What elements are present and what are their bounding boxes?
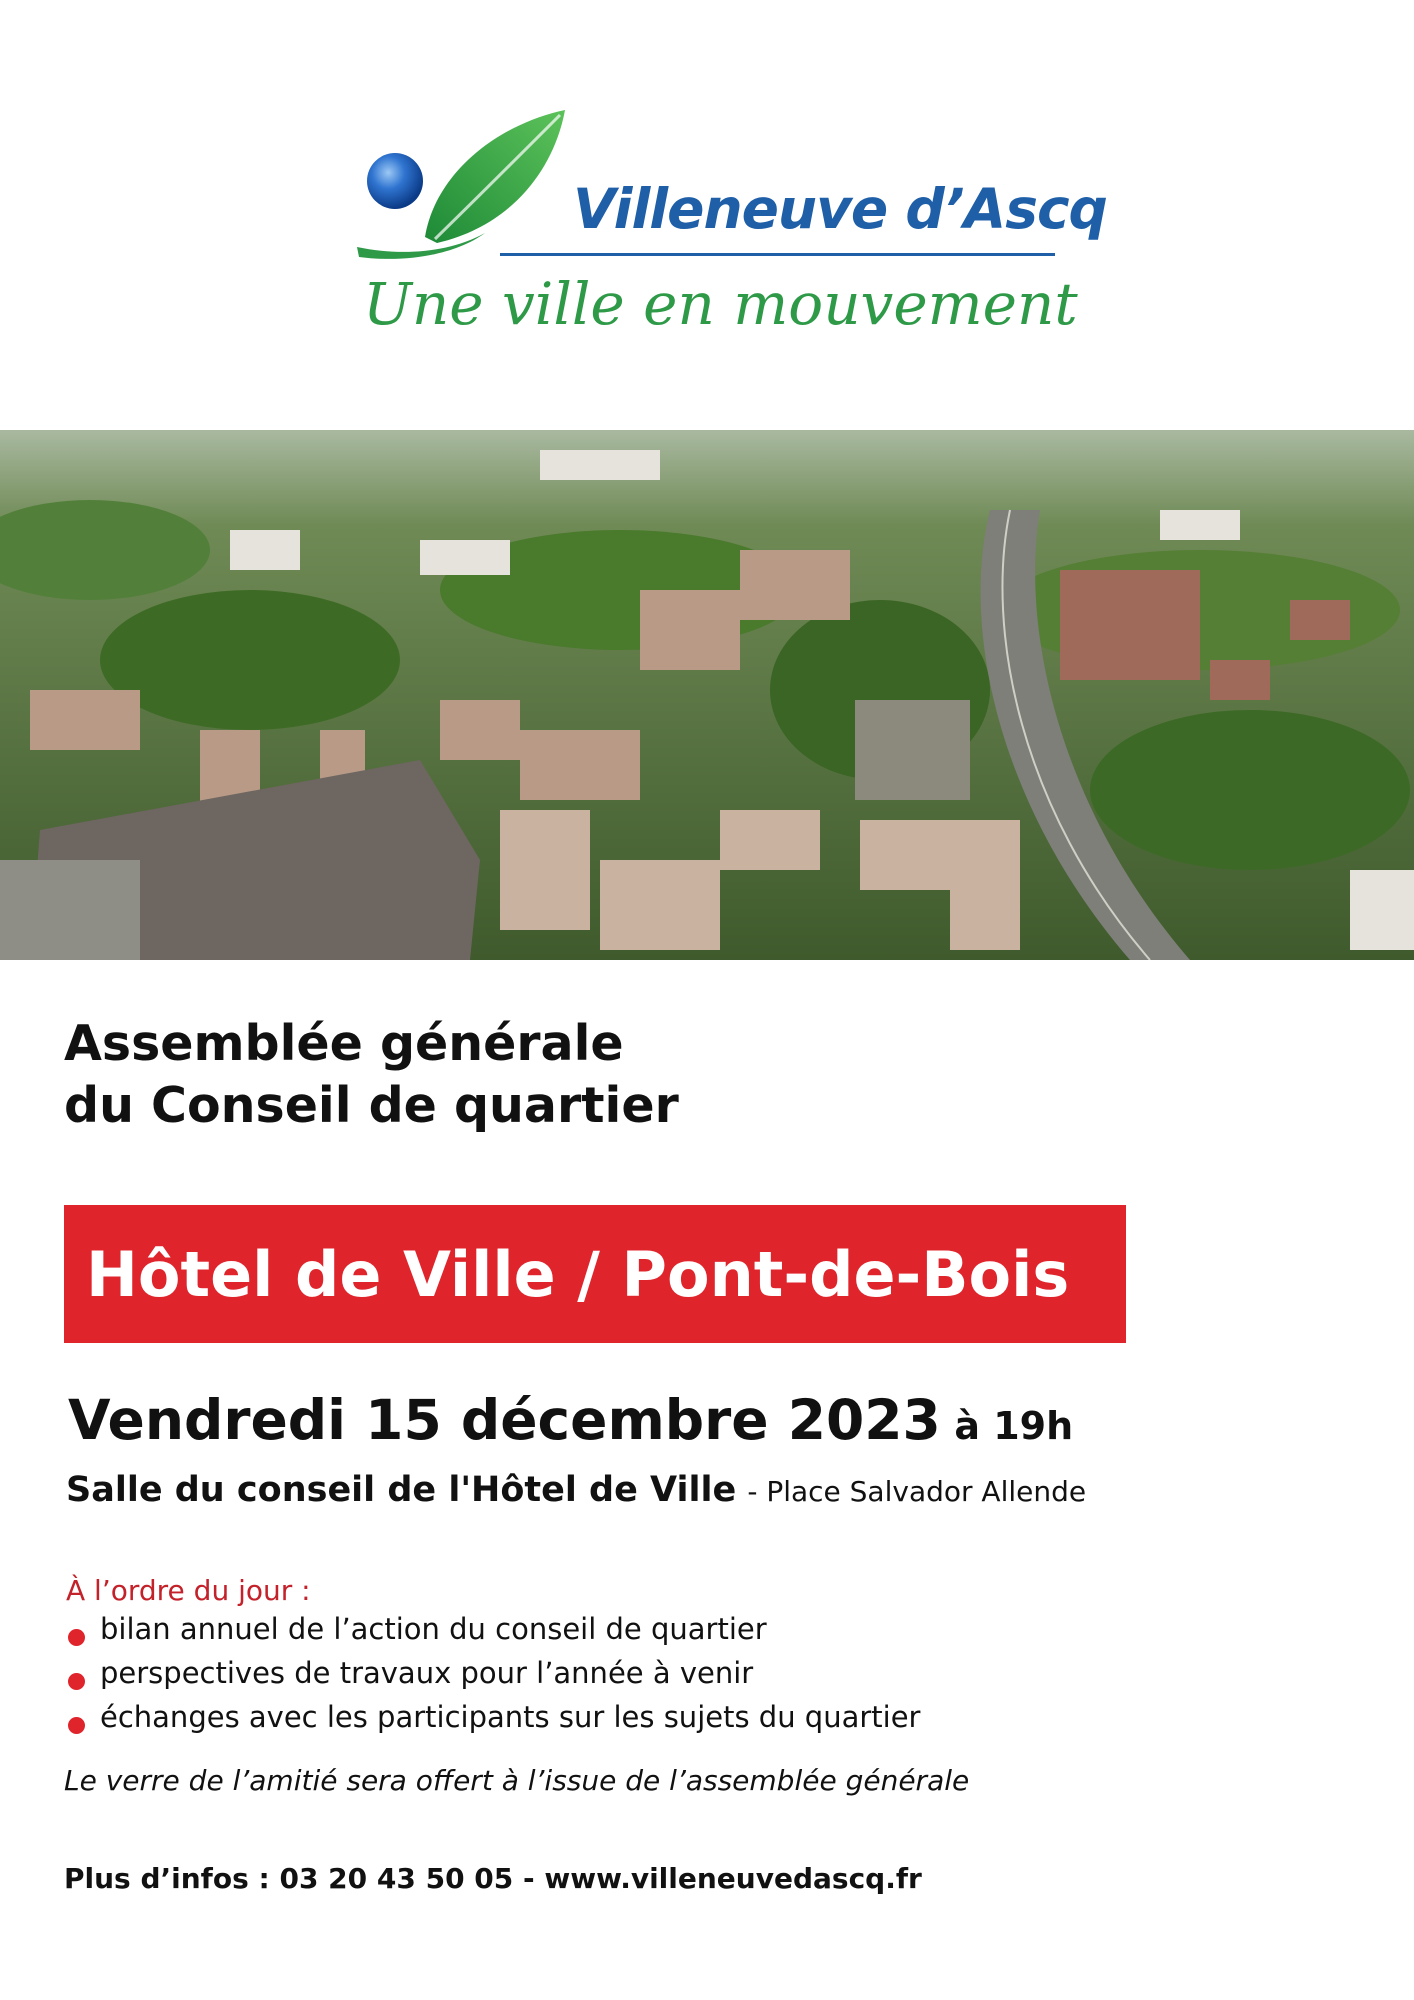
agenda-item-text: perspectives de travaux pour l’année à venir: [100, 1656, 754, 1690]
bullet-icon: [68, 1629, 85, 1646]
logo-city-name: Villeneuve d’Ascq: [573, 177, 1107, 241]
contact-info: Plus d’infos : 03 20 43 50 05 - www.villeneuvedascq.fr: [64, 1862, 922, 1895]
event-venue-line: [66, 1470, 1086, 1510]
event-venue: Salle du conseil de l'Hôtel de Ville: [66, 1470, 737, 1510]
logo-divider: [500, 253, 1055, 256]
agenda-item: [66, 1656, 920, 1700]
aerial-city-view-icon: [0, 430, 1414, 960]
aerial-photo: [0, 430, 1414, 960]
bullet-icon: [68, 1717, 85, 1734]
logo-slogan: Une ville en mouvement: [363, 270, 1078, 338]
event-date-line: [68, 1388, 1073, 1452]
agenda-item: [66, 1612, 920, 1656]
event-date: Vendredi 15 décembre 2023: [68, 1388, 941, 1452]
event-place: - Place Salvador Allende: [747, 1475, 1087, 1508]
title-line-2: du Conseil de quartier: [64, 1077, 679, 1134]
district-banner: [64, 1205, 1126, 1343]
bullet-icon: [68, 1673, 85, 1690]
agenda-item-text: bilan annuel de l’action du conseil de quartier: [100, 1612, 767, 1646]
page-title: [64, 1013, 679, 1137]
leaf-globe-icon: [355, 105, 595, 265]
agenda-item: [66, 1700, 920, 1744]
friendship-note: Le verre de l’amitié sera offert à l’issue de l’assemblée générale: [64, 1764, 970, 1797]
event-time: à 19h: [954, 1404, 1074, 1448]
city-logo: [355, 105, 1107, 345]
agenda-list: [66, 1612, 920, 1744]
district-name: Hôtel de Ville / Pont-de-Bois: [86, 1237, 1070, 1311]
agenda-item-text: échanges avec les participants sur les sujets du quartier: [100, 1700, 921, 1734]
agenda-title: À l’ordre du jour :: [66, 1574, 311, 1607]
title-line-1: Assemblée générale: [64, 1015, 624, 1072]
